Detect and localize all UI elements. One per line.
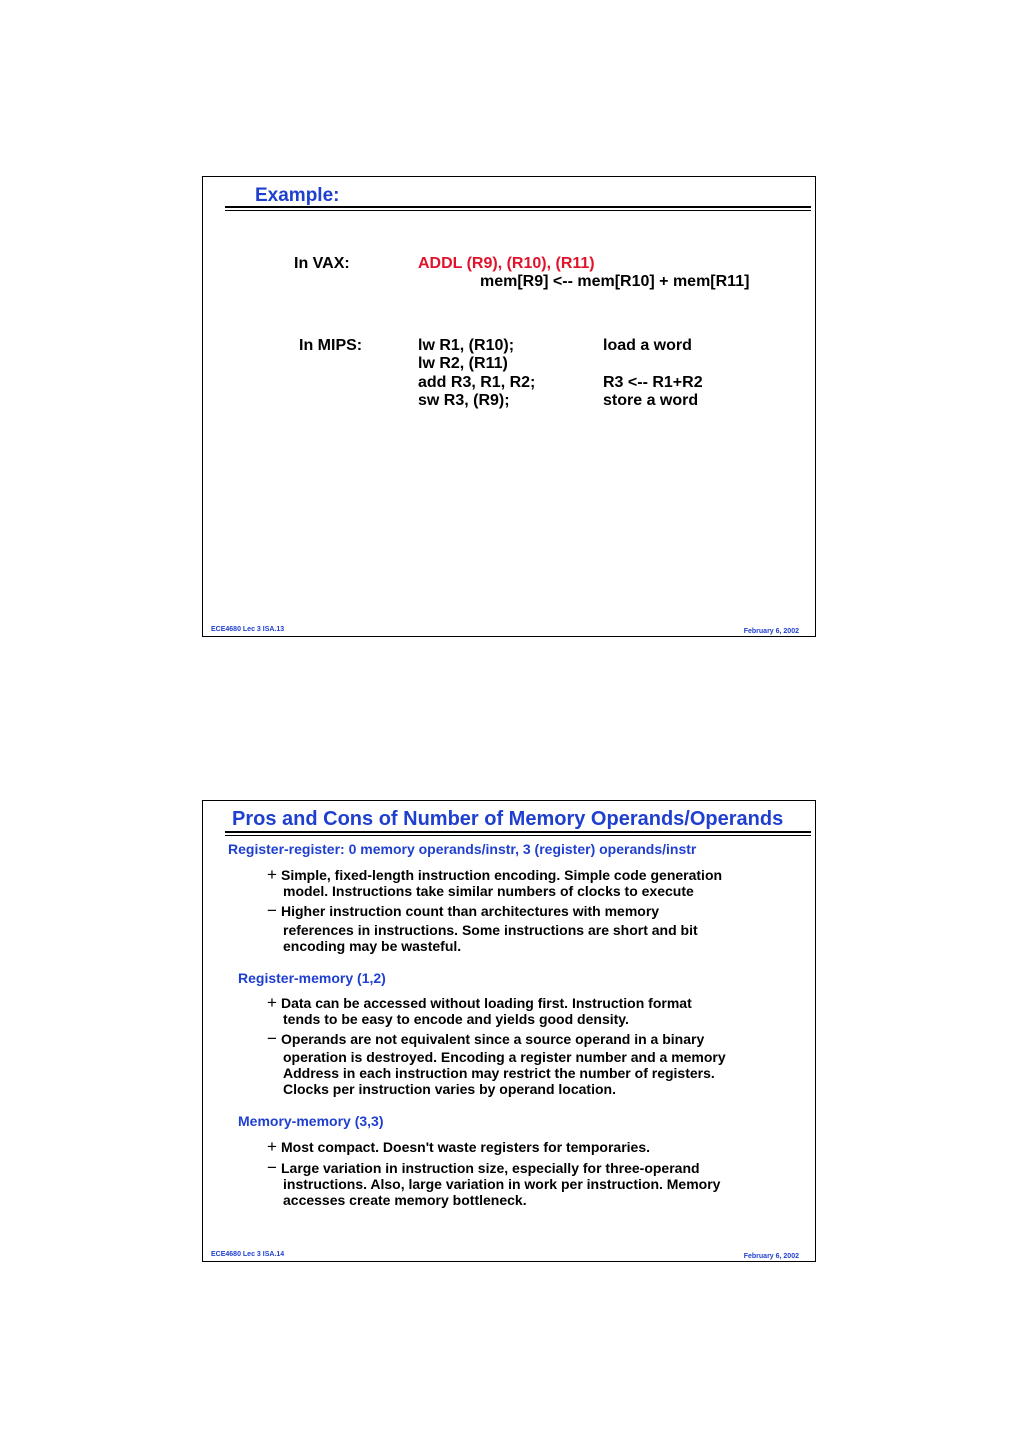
section-heading-register-register: Register-register: 0 memory operands/instr, 3 (register) operands/instr: [228, 841, 697, 857]
title-rule-bottom: [225, 210, 811, 211]
mips-code-line: lw R2, (R11): [418, 355, 508, 372]
plus-icon: +: [267, 1137, 277, 1156]
minus-icon: −: [267, 1029, 277, 1048]
mips-code-line: add R3, R1, R2;: [418, 374, 536, 391]
minus-icon: −: [267, 901, 277, 920]
slide-title: Pros and Cons of Number of Memory Operands/Operands: [232, 808, 784, 830]
mips-comment: R3 <-- R1+R2: [603, 374, 703, 391]
mips-label: In MIPS:: [299, 337, 363, 354]
pro-item: + Most compact. Doesn't waste registers for temporaries.: [263, 1139, 650, 1155]
mips-code-line: sw R3, (R9);: [418, 392, 510, 409]
con-item: − Higher instruction count than architectures with memory references in instructions. Some instructions are short and bit encoding may be wasteful.: [263, 903, 698, 954]
pro-item: + Simple, fixed-length instruction encoding. Simple code generation model. Instructions take similar numbers of clocks to execute: [263, 867, 722, 899]
con-item: − Large variation in instruction size, especially for three-operand instructions. Also, large variation in work per instruction. Memory accesses create memory bottleneck.: [263, 1160, 720, 1208]
minus-icon: −: [267, 1158, 277, 1177]
slide-isa-13: [202, 176, 816, 637]
vax-meaning: mem[R9] <-- mem[R10] + mem[R11]: [480, 273, 750, 290]
footer-right: February 6, 2002: [743, 628, 799, 635]
mips-code-line: lw R1, (R10);: [418, 337, 515, 354]
slide-isa-14: [202, 800, 816, 1262]
con-item: − Operands are not equivalent since a source operand in a binary operation is destroyed. Encoding a register number and a memory Address in each instruction may restrict the number of registers. Clocks per instruction varies by operand location.: [263, 1031, 726, 1097]
section-heading-memory-memory: Memory-memory (3,3): [238, 1113, 384, 1129]
title-rule-top: [225, 206, 811, 208]
section-heading-register-memory: Register-memory (1,2): [238, 970, 386, 986]
mips-comment: store a word: [603, 392, 699, 409]
plus-icon: +: [267, 865, 277, 884]
title-rule-bottom: [225, 835, 811, 836]
pro-item: + Data can be accessed without loading first. Instruction format tends to be easy to encode and yields good density.: [263, 995, 692, 1027]
title-rule-top: [225, 831, 811, 833]
footer-right: February 6, 2002: [743, 1253, 799, 1260]
plus-icon: +: [267, 993, 277, 1012]
mips-comment: load a word: [603, 337, 692, 354]
vax-label: In VAX:: [294, 255, 350, 272]
footer-left: ECE4680 Lec 3 ISA.13: [211, 626, 285, 633]
vax-instruction: ADDL (R9), (R10), (R11): [418, 255, 595, 272]
slide-title: Example:: [255, 185, 340, 206]
footer-left: ECE4680 Lec 3 ISA.14: [211, 1251, 285, 1258]
